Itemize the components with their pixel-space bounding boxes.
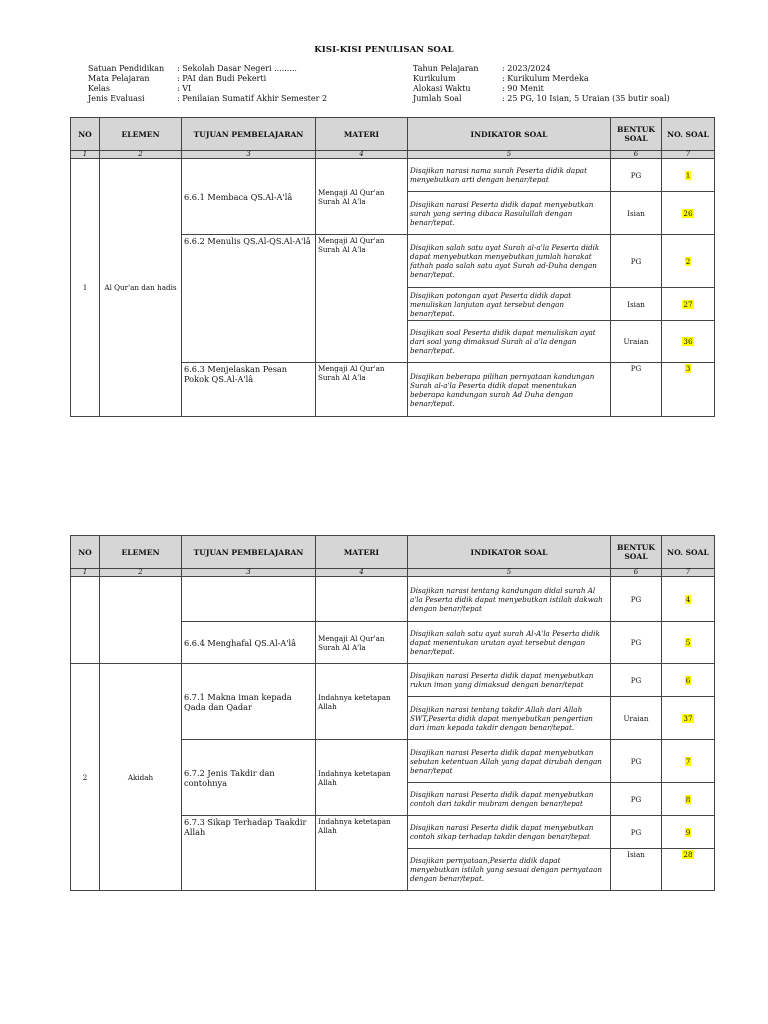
bentuk-cell: PG [611,664,662,697]
kisi-kisi-table-1 [70,117,715,417]
indikator-cell: Disajikan narasi Peserta didik dapat menyebutkan surah yang sering dibaca Rasulullah dengan benar/tepat. [408,192,611,235]
materi-cell: Mengaji Al Qur'an Surah Al A'la [316,622,408,664]
no-soal-highlight: 27 [683,299,693,309]
indikator-cell: Disajikan narasi Peserta didik dapat menyebutkan contoh sikap terhadap takdir dengan benar/tepat [408,816,611,849]
column-number-row [71,151,715,159]
materi-cell: Indahnya ketetapan Allah [316,664,408,740]
no-soal-highlight: 2 [685,256,691,266]
col-header-bentuk: BENTUK SOAL [611,118,662,151]
no-soal-highlight: 26 [683,208,693,218]
no-soal-cell [662,849,715,891]
no-soal-cell [662,664,715,697]
col-number: 1 [71,569,100,577]
col-header-bentuk: BENTUK SOAL [611,536,662,569]
col-header-no-soal: NO. SOAL [662,118,715,151]
kisi-kisi-table-2 [70,535,715,891]
table-row [71,577,715,622]
bentuk-cell: Isian [611,849,662,891]
meta-key: Satuan Pendidikan [88,64,165,73]
col-header-indikator: INDIKATOR SOAL [408,118,611,151]
meta-left [88,64,327,104]
bentuk-cell: PG [611,363,662,417]
elemen-cell: Akidah [100,664,182,891]
indikator-cell: Disajikan soal Peserta didik dapat menuliskan ayat dari soal yang dimaksud Surah al a'la dengan benar/tepat. [408,321,611,363]
col-number: 6 [611,151,662,159]
col-header-tujuan: TUJUAN PEMBELAJARAN [182,118,316,151]
table-row [71,664,715,697]
col-header-materi: MATERI [316,118,408,151]
tujuan-cell-empty [182,577,316,622]
no-soal-highlight: 5 [685,638,691,647]
tujuan-cell: 6.7.1 Makna iman kepada Qada dan Qadar [182,664,316,740]
no-soal-highlight: 7 [685,756,691,766]
bentuk-cell: Uraian [611,697,662,740]
col-number: 6 [611,569,662,577]
col-header-no: NO [71,536,100,569]
no-soal-cell [662,577,715,622]
no-soal-highlight: 9 [685,827,691,837]
meta-right [413,64,670,104]
column-number-row [71,569,715,577]
col-number: 3 [182,569,316,577]
materi-cell: Mengaji Al Qur'an Surah Al A'la [316,235,408,363]
col-number: 7 [662,151,715,159]
bentuk-cell: PG [611,622,662,664]
meta-value: : Sekolah Dasar Negeri ......... [177,64,297,73]
col-number: 5 [408,569,611,577]
meta-key: Kurikulum [413,74,456,83]
tujuan-cell: 6.6.1 Membaca QS.Al-A'lâ [182,159,316,235]
meta-value: : VI [177,84,192,93]
meta-key: Kelas [88,84,110,93]
col-number: 3 [182,151,316,159]
row-number-empty [71,577,100,664]
meta-key: Jenis Evaluasi [88,94,145,103]
materi-cell: Mengaji Al Qur'an Surah Al A'la [316,159,408,235]
col-number: 5 [408,151,611,159]
tujuan-cell: 6.6.2 Menulis QS.Al-QS.Al-A'lâ [182,235,316,363]
col-header-no: NO [71,118,100,151]
meta-value: : 2023/2024 [502,64,551,73]
no-soal-cell [662,697,715,740]
bentuk-cell: PG [611,816,662,849]
page-title: KISI-KISI PENULISAN SOAL [314,45,454,55]
col-header-indikator: INDIKATOR SOAL [408,536,611,569]
meta-value: : Kurikulum Merdeka [502,74,589,83]
elemen-cell-empty [100,577,182,664]
meta-key: Jumlah Soal [413,94,462,103]
col-header-elemen: ELEMEN [100,118,182,151]
no-soal-highlight: 3 [685,364,691,373]
tujuan-cell: 6.7.2 Jenis Takdir dan contohnya [182,740,316,816]
indikator-cell: Disajikan narasi tentang takdir Allah dari Allah SWT,Peserta didik dapat menyebutkan pengertian dari iman kepada takdir dengan benar/tepat. [408,697,611,740]
no-soal-cell [662,622,715,664]
col-number: 4 [316,151,408,159]
row-number: 1 [71,159,100,417]
indikator-cell: Disajikan potongan ayat Peserta didik dapat menuliskan lanjutan ayat tersebut dengan benar/tepat. [408,288,611,321]
meta-key: Tahun Pelajaran [413,64,479,73]
indikator-cell: Disajikan narasi tentang kandungan didal surah Al a'la Peserta didik dapat menyebutkan istilah dakwah dengan benar/tepat [408,577,611,622]
bentuk-cell: PG [611,740,662,783]
indikator-cell: Disajikan salah satu ayat Surah al-a'la Peserta didik dapat menyebutkan menyebutkan jumlah harakat fathah pada salah satu ayat Surah ad-Duha dengan benar/tepat. [408,235,611,288]
indikator-cell: Disajikan narasi Peserta didik dapat menyebutkan sebutan ketentuan Allah yang dapat dirubah dengan benar/tepat [408,740,611,783]
col-header-elemen: ELEMEN [100,536,182,569]
no-soal-highlight: 37 [683,713,693,723]
tujuan-cell: 6.6.3 Menjelaskan Pesan Pokok QS.Al-A'lâ [182,363,316,417]
header-row [71,118,715,151]
meta-key: Mata Pelajaran [88,74,150,83]
col-header-materi: MATERI [316,536,408,569]
indikator-cell: Disajikan beberapa pilihan pernyataan kandungan Surah al-a'la Peserta didik dapat menentukan beberapa kandungan surah Ad Duha dengan benar/tepat. [408,363,611,417]
col-number: 7 [662,569,715,577]
bentuk-cell: Isian [611,192,662,235]
materi-cell: Indahnya ketetapan Allah [316,740,408,816]
elemen-cell: Al Qur'an dan hadis [100,159,182,417]
indikator-cell: Disajikan pernyataan,Peserta didik dapat menyebutkan istilah yang sesuai dengan pernyataan dengan benar/tepat. [408,849,611,891]
bentuk-cell: Isian [611,288,662,321]
no-soal-cell [662,192,715,235]
bentuk-cell: PG [611,159,662,192]
col-number: 2 [100,151,182,159]
indikator-cell: Disajikan narasi Peserta didik dapat menyebutkan contoh dari takdir mubram dengan benar/tepat [408,783,611,816]
col-number: 2 [100,569,182,577]
indikator-cell: Disajikan narasi Peserta didik dapat menyebutkan rukun iman yang dimaksud dengan benar/tepat [408,664,611,697]
no-soal-highlight: 4 [685,594,691,604]
no-soal-highlight: 28 [683,850,693,859]
tujuan-cell: 6.7.3 Sikap Terhadap Taakdir Allah [182,816,316,891]
col-number: 4 [316,569,408,577]
no-soal-cell [662,740,715,783]
meta-key: Alokasi Waktu [413,84,471,93]
no-soal-highlight: 8 [685,794,691,804]
materi-cell: Mengaji Al Qur'an Surah Al A'la [316,363,408,417]
header-row [71,536,715,569]
bentuk-cell: PG [611,235,662,288]
no-soal-cell [662,159,715,192]
meta-value: : 25 PG, 10 Isian, 5 Uraian (35 butir soal) [502,94,670,103]
bentuk-cell: PG [611,783,662,816]
no-soal-cell [662,321,715,363]
meta-value: : 90 Menit [502,84,544,93]
no-soal-highlight: 36 [683,337,693,346]
table-row [71,159,715,192]
materi-cell-empty [316,577,408,622]
tujuan-cell: 6.6.4 Menghafal QS.Al-A'lâ [182,622,316,664]
meta-value: : PAI dan Budi Pekerti [177,74,267,83]
indikator-cell: Disajikan narasi nama surah Peserta didik dapat menyebutkan arti dengan benar/tepat [408,159,611,192]
col-number: 1 [71,151,100,159]
materi-cell: Indahnya ketetapan Allah [316,816,408,891]
meta-value: : Penilaian Sumatif Akhir Semester 2 [177,94,328,103]
col-header-no-soal: NO. SOAL [662,536,715,569]
bentuk-cell: Uraian [611,321,662,363]
col-header-tujuan: TUJUAN PEMBELAJARAN [182,536,316,569]
row-number: 2 [71,664,100,891]
no-soal-highlight: 6 [685,675,691,685]
bentuk-cell: PG [611,577,662,622]
no-soal-cell [662,816,715,849]
no-soal-cell [662,235,715,288]
no-soal-cell [662,288,715,321]
no-soal-cell [662,363,715,417]
indikator-cell: Disajikan salah satu ayat surah Al-A'la Peserta didik dapat menentukan urutan ayat tersebut dengan benar/tepat. [408,622,611,664]
no-soal-highlight: 1 [685,170,691,180]
no-soal-cell [662,783,715,816]
